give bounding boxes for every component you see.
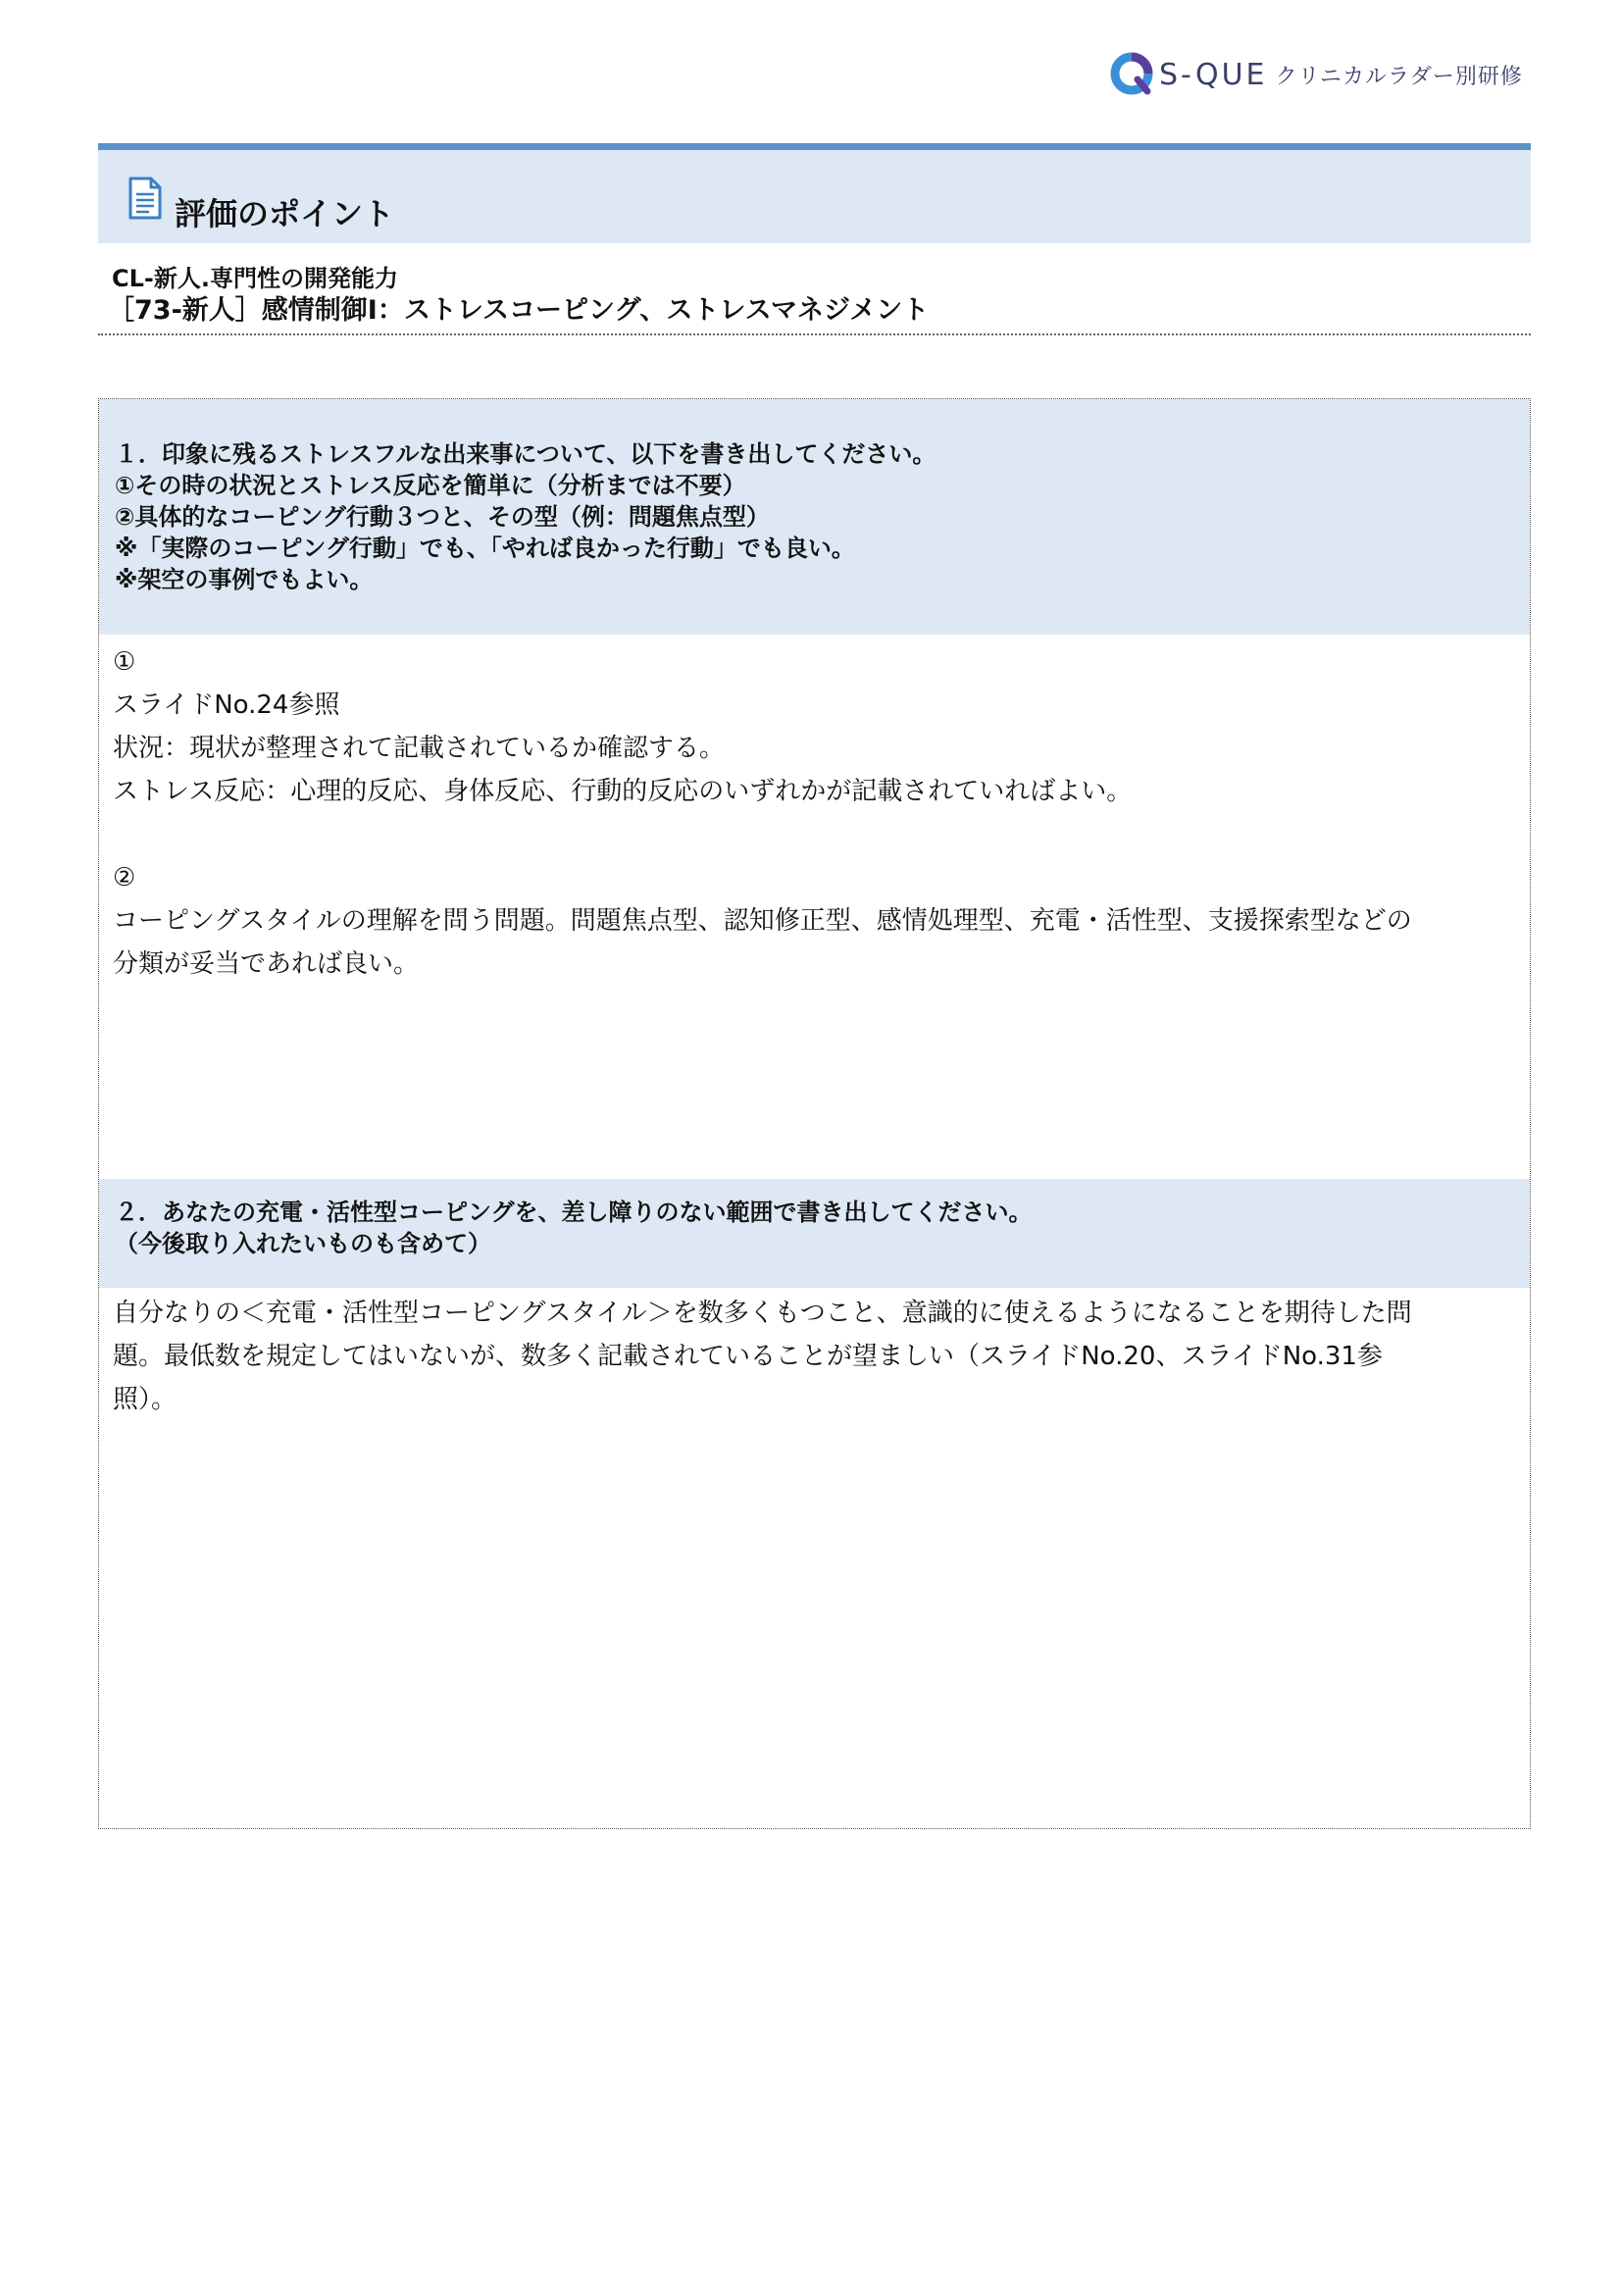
question-1-line: ①その時の状況とストレス反応を簡単に（分析までは不要） [115,472,746,499]
question-1-header [99,399,1530,635]
answer-1-line: ① [113,647,136,677]
course-title: ［73-新人］感情制御Ⅰ：ストレスコーピング、ストレスマネジメント [108,295,930,326]
course-info [98,257,1531,335]
question-2-line: （今後取り入れたいものも含めて） [115,1230,491,1257]
answer-1-line: 分類が妥当であれば良い。 [113,949,420,979]
brand-subtitle: クリニカルラダー別研修 [1275,64,1523,89]
answer-2-line: 自分なりの＜充電・活性型コーピングスタイル＞を数多くもつこと、意識的に使えるようになることを期待した問 [113,1299,1412,1328]
answer-1-line: ストレス反応：心理的反応、身体反応、行動的反応のいずれかが記載されていればよい。 [113,777,1133,806]
answer-2-line: 照）。 [113,1385,177,1414]
evaluation-box [98,398,1531,1829]
answer-2-line: 題。最低数を規定してはいないが、数多く記載されていることが望ましい（スライドNo.20、スライドNo.31参 [113,1342,1383,1371]
page-title: 評価のポイント [175,195,395,232]
q-ring-logo-icon [1108,50,1157,99]
answer-1-line: 状況：現状が整理されて記載されているか確認する。 [113,734,726,763]
answer-1-line: ② [113,863,136,893]
answer-1-line: コーピングスタイルの理解を問う問題。問題焦点型、認知修正型、感情処理型、充電・活性型、支援探索型などの [113,906,1412,936]
document-icon [127,176,163,221]
answer-1-spacer [113,813,1525,856]
answer-2 [113,1292,1525,1421]
question-1-line: ※架空の事例でもよい。 [115,566,374,593]
question-2-line: ２．あなたの充電・活性型コーピングを、差し障りのない範囲で書き出してください。 [115,1199,1033,1226]
question-1-line: ※「実際のコーピング行動」でも、「やれば良かった行動」でも良い。 [115,535,855,562]
answer-1 [113,640,1525,986]
course-code: CL-新人.専門性の開発能力 [112,265,398,292]
brand-name: S-QUE [1159,57,1268,92]
section-header [98,143,1531,243]
question-2-header [99,1179,1530,1288]
answer-1-line: スライドNo.24参照 [113,690,340,720]
question-1-line: １．印象に残るストレスフルな出来事について、以下を書き出してください。 [115,440,937,468]
brand-header [1108,45,1540,104]
question-1-line: ②具体的なコーピング行動３つと、その型（例：問題焦点型） [115,503,770,531]
